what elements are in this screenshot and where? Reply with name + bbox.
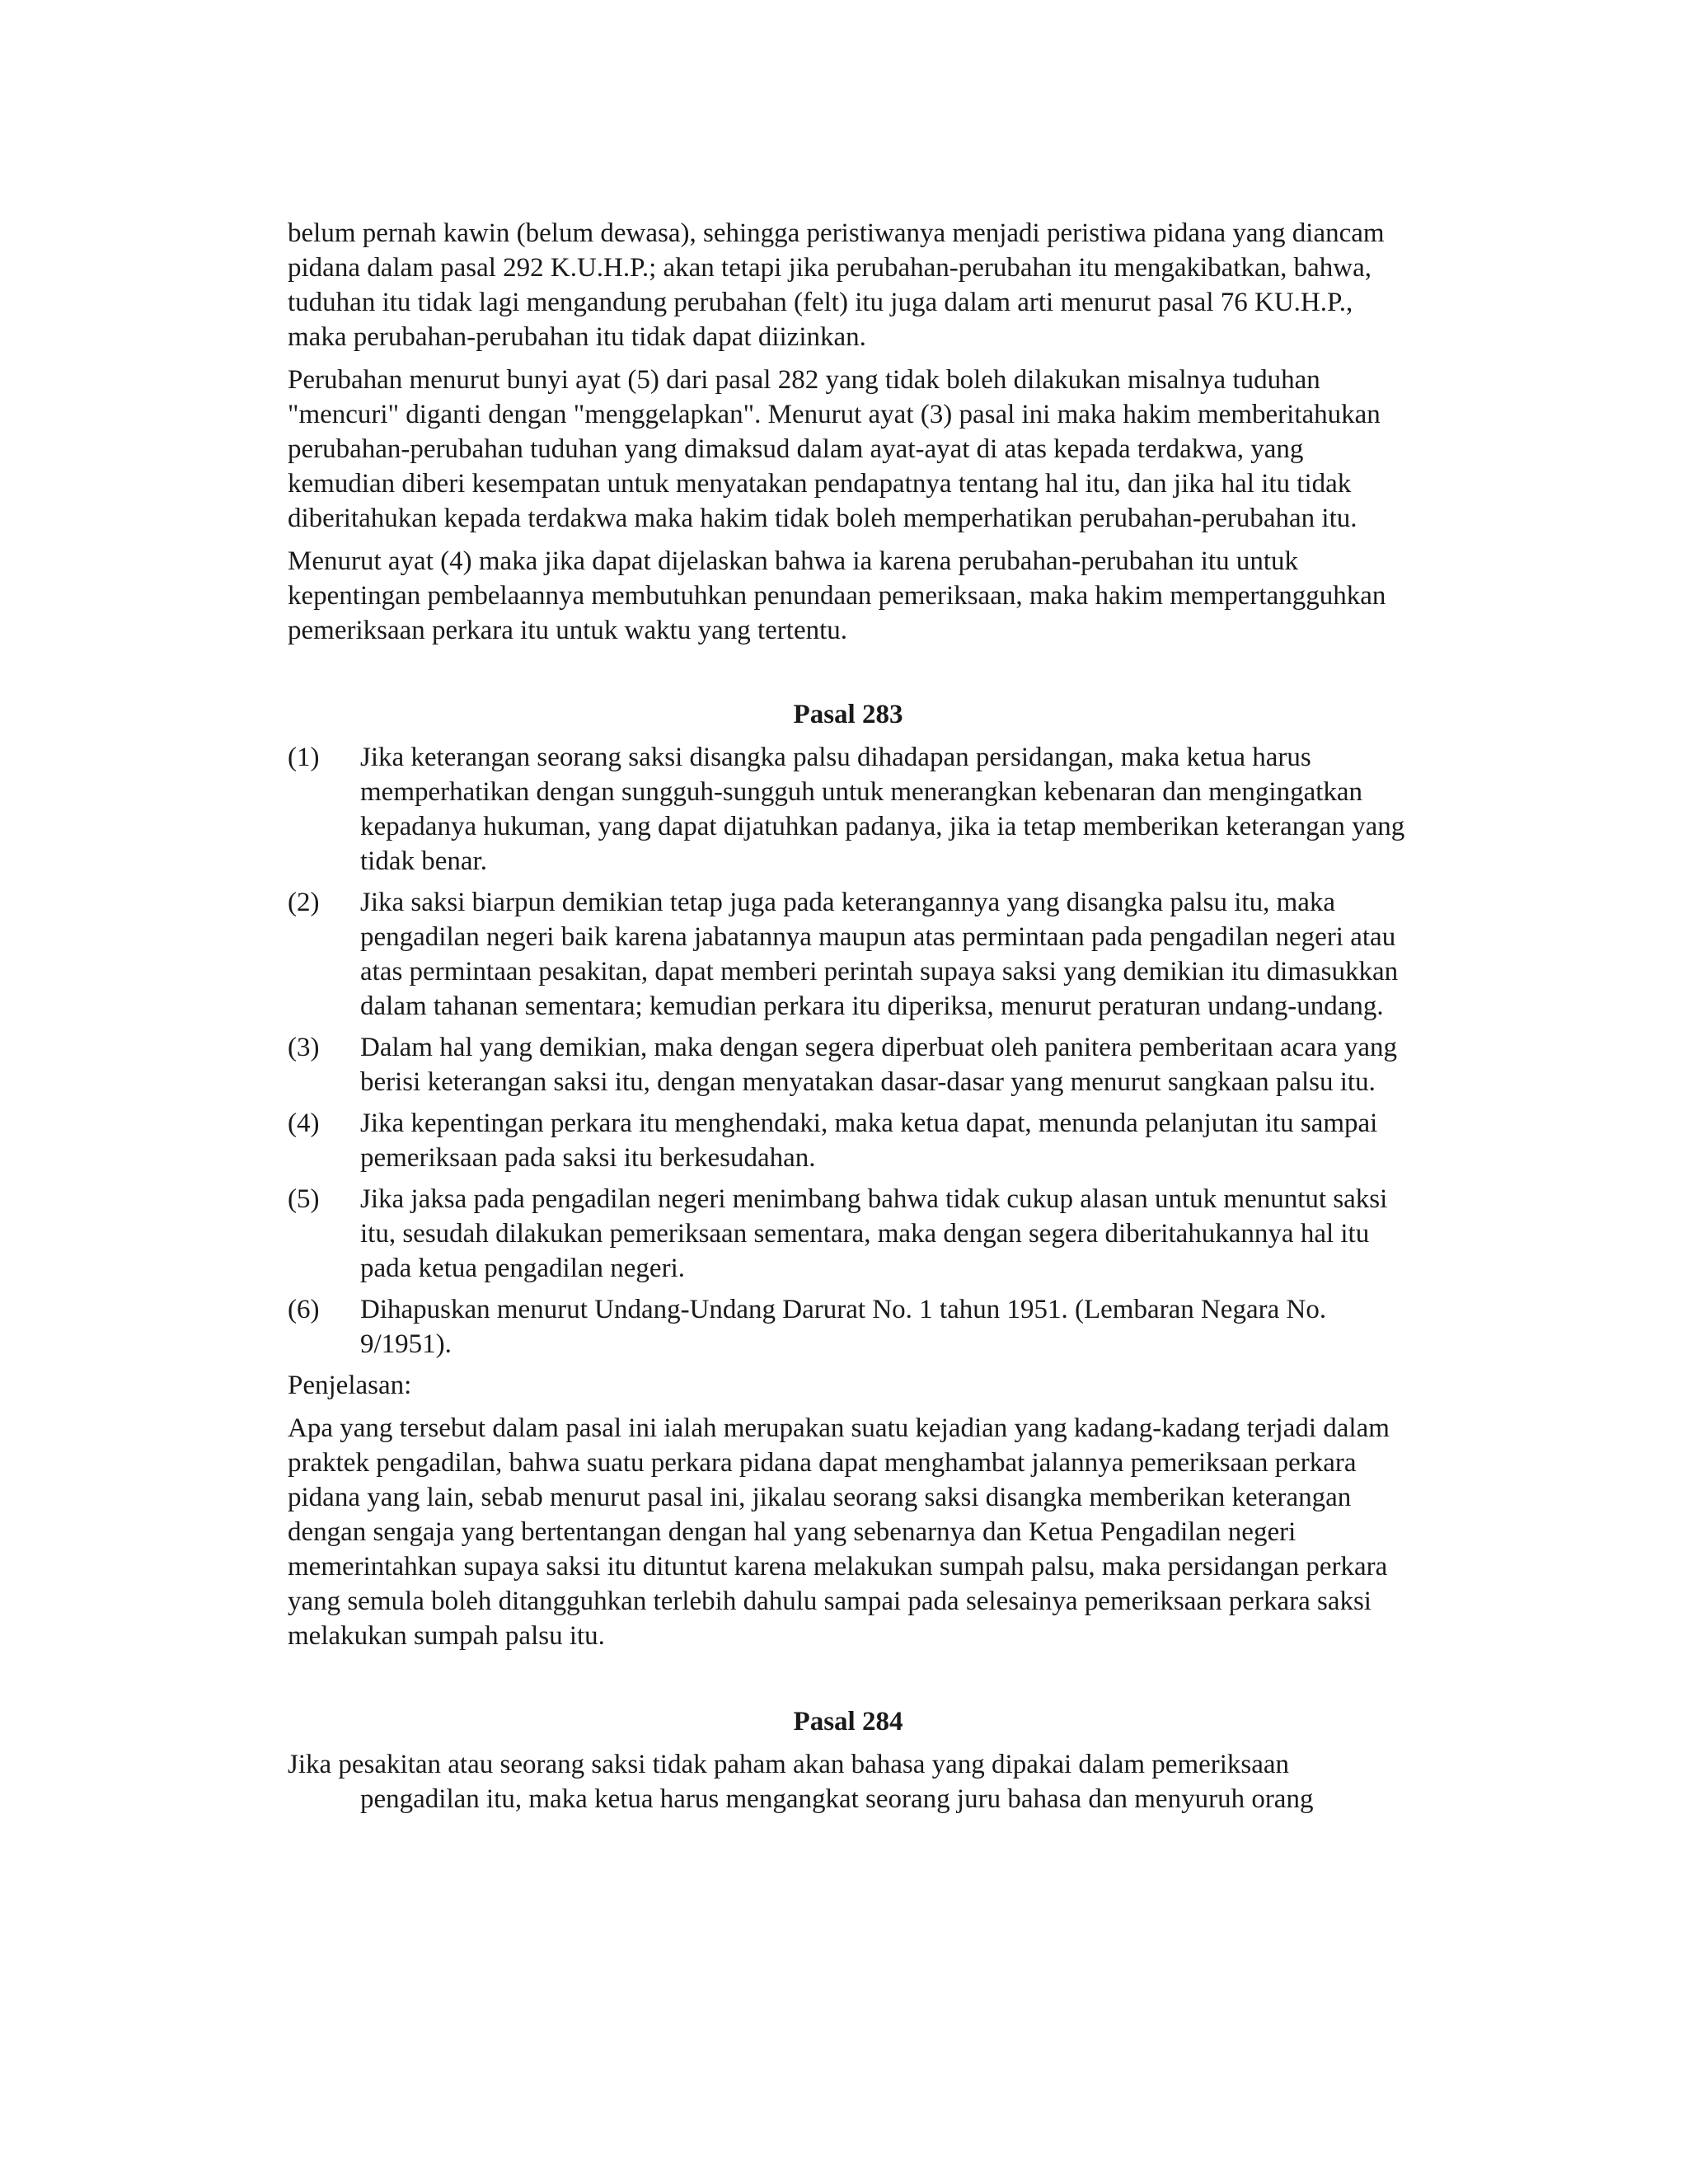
item-text: Jika kepentingan perkara itu menghendaki, maka ketua dapat, menunda pelanjutan itu sampai pemeriksaan pada saksi itu berkesudahan. — [360, 1108, 1378, 1173]
item-text: Dihapuskan menurut Undang-Undang Darurat No. 1 tahun 1951. (Lembaran Negara No. 9/1951). — [360, 1295, 1327, 1359]
pasal-284-paragraph: Jika pesakitan atau seorang saksi tidak paham akan bahasa yang dipakai dalam pemeriksaan pengadilan itu, maka ketua harus mengangkat seorang juru bahasa dan menyuruh orang — [288, 1750, 1314, 1814]
pasal-283-item-4 — [288, 1106, 1409, 1175]
item-text: Dalam hal yang demikian, maka dengan segera diperbuat oleh panitera pemberitaan acara yang berisi keterangan saksi itu, dengan menyatakan dasar-dasar yang menurut sangkaan palsu itu. — [360, 1033, 1398, 1097]
intro-paragraph-2: Perubahan menurut bunyi ayat (5) dari pasal 282 yang tidak boleh dilakukan misalnya tuduhan "mencuri" diganti dengan "menggelapkan". Menurut ayat (3) pasal ini maka hakim memberitahukan perubahan-perubahan tuduhan yang dimaksud dalam ayat-ayat di atas kepada terdakwa, yang kemudian diberi kesempatan untuk menyatakan pendapatnya tentang hal itu, dan jika hal itu tidak diberitahukan kepada terdakwa maka hakim tidak boleh memperhatikan perubahan-perubahan itu. — [288, 365, 1381, 533]
pasal-284-heading: Pasal 284 — [793, 1707, 903, 1736]
penjelasan-label: Penjelasan: — [288, 1371, 412, 1400]
intro-paragraph-3: Menurut ayat (4) maka jika dapat dijelaskan bahwa ia karena perubahan-perubahan itu untuk kepentingan pembelaannya membutuhkan penundaan pemeriksaan, maka hakim mempertangguhkan pemeriksaan perkara itu untuk waktu yang tertentu. — [288, 546, 1386, 645]
pasal-283-item-6 — [288, 1292, 1409, 1361]
pasal-283-item-5 — [288, 1182, 1409, 1286]
pasal-283-item-3 — [288, 1030, 1409, 1099]
item-number: (2) — [288, 888, 320, 917]
pasal-283-item-2 — [288, 885, 1409, 1024]
item-number: (3) — [288, 1033, 320, 1062]
item-number: (1) — [288, 743, 320, 772]
item-text: Jika saksi biarpun demikian tetap juga pada keterangannya yang disangka palsu itu, maka pengadilan negeri baik karena jabatannya maupun atas permintaan pada pengadilan negeri atau atas permintaan pesakitan, dapat memberi perintah supaya saksi yang demikian itu dimasukkan dalam tahanan sementara; kemudian perkara itu diperiksa, menurut peraturan undang-undang. — [360, 888, 1399, 1021]
intro-paragraph-1: belum pernah kawin (belum dewasa), sehingga peristiwanya menjadi peristiwa pidana yang diancam pidana dalam pasal 292 K.U.H.P.; akan tetapi jika perubahan-perubahan itu mengakibatkan, bahwa, tuduhan itu tidak lagi mengandung perubahan (felt) itu juga dalam arti menurut pasal 76 KU.H.P., maka perubahan-perubahan itu tidak dapat diizinkan. — [288, 218, 1385, 352]
item-text: Jika jaksa pada pengadilan negeri menimbang bahwa tidak cukup alasan untuk menuntut saksi itu, sesudah dilakukan pemeriksaan sementara, maka dengan segera diberitahukannya hal itu pada ketua pengadilan negeri. — [360, 1184, 1388, 1283]
item-number: (4) — [288, 1108, 320, 1138]
penjelasan-paragraph: Apa yang tersebut dalam pasal ini ialah merupakan suatu kejadian yang kadang-kadang terjadi dalam praktek pengadilan, bahwa suatu perkara pidana dapat menghambat jalannya pemeriksaan perkara pidana yang lain, sebab menurut pasal ini, jikalau seorang saksi disangka memberikan keterangan dengan sengaja yang bertentangan dengan hal yang sebenarnya dan Ketua Pengadilan negeri memerintahkan supaya saksi itu dituntut karena melakukan sumpah palsu, maka persidangan perkara yang semula boleh ditangguhkan terlebih dahulu sampai pada selesainya pemeriksaan perkara saksi melakukan sumpah palsu itu. — [288, 1413, 1390, 1651]
document-page — [288, 216, 1409, 1816]
item-number: (6) — [288, 1295, 320, 1324]
pasal-283-heading: Pasal 283 — [793, 700, 903, 729]
item-text: Jika keterangan seorang saksi disangka palsu dihadapan persidangan, maka ketua harus memperhatikan dengan sungguh-sungguh untuk menerangkan kebenaran dan mengingatkan kepadanya hukuman, yang dapat dijatuhkan padanya, jika ia tetap memberikan keterangan yang tidak benar. — [360, 743, 1405, 876]
pasal-283-item-1 — [288, 740, 1409, 879]
item-number: (5) — [288, 1184, 320, 1214]
